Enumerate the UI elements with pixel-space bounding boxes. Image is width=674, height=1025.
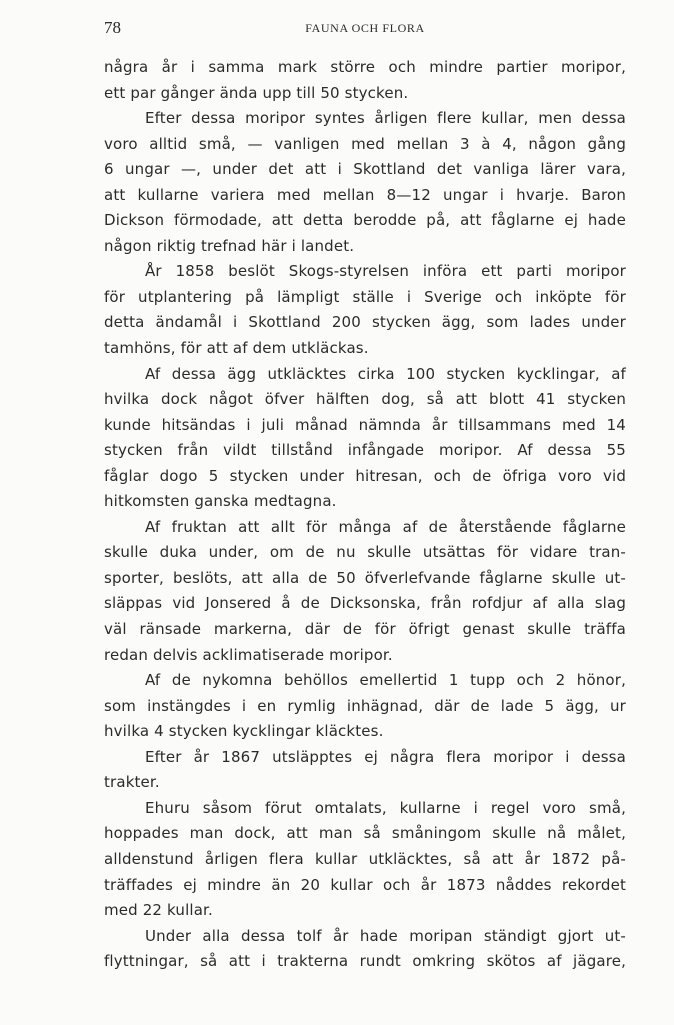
text-line: hvilka dock något öfver hälften dog, så att blott 41 stycken — [104, 390, 626, 409]
text-line: Dickson förmodade, att detta berodde på, att fåglarne ej hade — [104, 211, 626, 230]
text-line: någon riktig trefnad här i landet. — [104, 236, 355, 255]
text-line: släppas vid Jonsered å de Dicksonska, från rofdjur af alla slag — [104, 594, 626, 613]
text-line: sporter, beslöts, att alla de 50 öfverlefvande fåglarne skulle ut- — [104, 568, 626, 587]
text-line: hvilka 4 stycken kycklingar kläcktes. — [104, 722, 384, 741]
running-head: FAUNA OCH FLORA — [305, 21, 425, 35]
text-line: alldenstund årligen flera kullar utkläcktes, så att år 1872 på- — [104, 849, 626, 868]
body-text — [104, 55, 626, 975]
text-line: 6 ungar —, under det att i Skottland det vanliga lärer vara, — [104, 160, 626, 179]
text-line: några år i samma mark större och mindre partier moripor, — [104, 58, 626, 76]
text-line: Ehuru såsom förut omtalats, kullarne i regel voro små, — [145, 798, 626, 817]
text-line: detta ändamål i Skottland 200 stycken ägg, som lades under — [104, 313, 626, 332]
text-line: ett par gånger ända upp till 50 stycken. — [104, 83, 409, 102]
text-line: stycken från vildt tillstånd infångade moripor. Af dessa 55 — [104, 441, 626, 460]
text-line: trakter. — [104, 773, 160, 792]
text-line: med 22 kullar. — [104, 901, 213, 920]
text-line: hoppades man dock, att man så småningom skulle nå målet, — [104, 824, 626, 843]
text-line: tamhöns, för att af dem utkläckas. — [104, 339, 369, 358]
text-line: för utplantering på lämpligt ställe i Sverige och inköpte för — [104, 287, 626, 306]
text-line: flyttningar, så att i trakterna rundt omkring skötos af jägare, — [104, 952, 626, 971]
text-line: Under alla dessa tolf år hade moripan ständigt gjort ut- — [145, 926, 626, 945]
text-line: voro alltid små, — vanligen med mellan 3 à 4, någon gång — [104, 134, 626, 153]
text-line: fåglar dogo 5 stycken under hitresan, och de öfriga voro vid — [104, 466, 626, 485]
text-line: kunde hitsändas i juli månad nämnda år tillsammans med 14 — [104, 415, 626, 434]
text-line: Af de nykomna behöllos emellertid 1 tupp och 2 hönor, — [145, 671, 626, 690]
text-line: väl ränsade markerna, där de för öfrigt genast skulle träffa — [104, 620, 626, 639]
text-line: Af dessa ägg utkläcktes cirka 100 stycken kycklingar, af — [145, 364, 626, 383]
text-line: skulle duka under, om de nu skulle utsättas för vidare tran- — [104, 543, 626, 562]
text-line: Af fruktan att allt för många af de återstående fåglarne — [145, 517, 626, 536]
text-line: Efter dessa moripor syntes årligen flere kullar, men dessa — [145, 109, 626, 128]
text-line: redan delvis acklimatiserade moripor. — [104, 645, 393, 664]
text-line: att kullarne variera med mellan 8—12 ungar i hvarje. Baron — [104, 185, 626, 204]
text-line: Efter år 1867 utsläpptes ej några flera moripor i dessa — [145, 747, 626, 766]
text-line: som instängdes i en rymlig inhägnad, där de lade 5 ägg, ur — [104, 696, 626, 715]
text-line: År 1858 beslöt Skogs-styrelsen införa ett parti moripor — [145, 262, 626, 281]
page-header — [104, 18, 626, 38]
text-line: träffades ej mindre än 20 kullar och år 1873 nåddes rekordet — [104, 875, 626, 894]
text-line: hitkomsten ganska medtagna. — [104, 492, 337, 511]
page-number: 78 — [104, 18, 121, 37]
